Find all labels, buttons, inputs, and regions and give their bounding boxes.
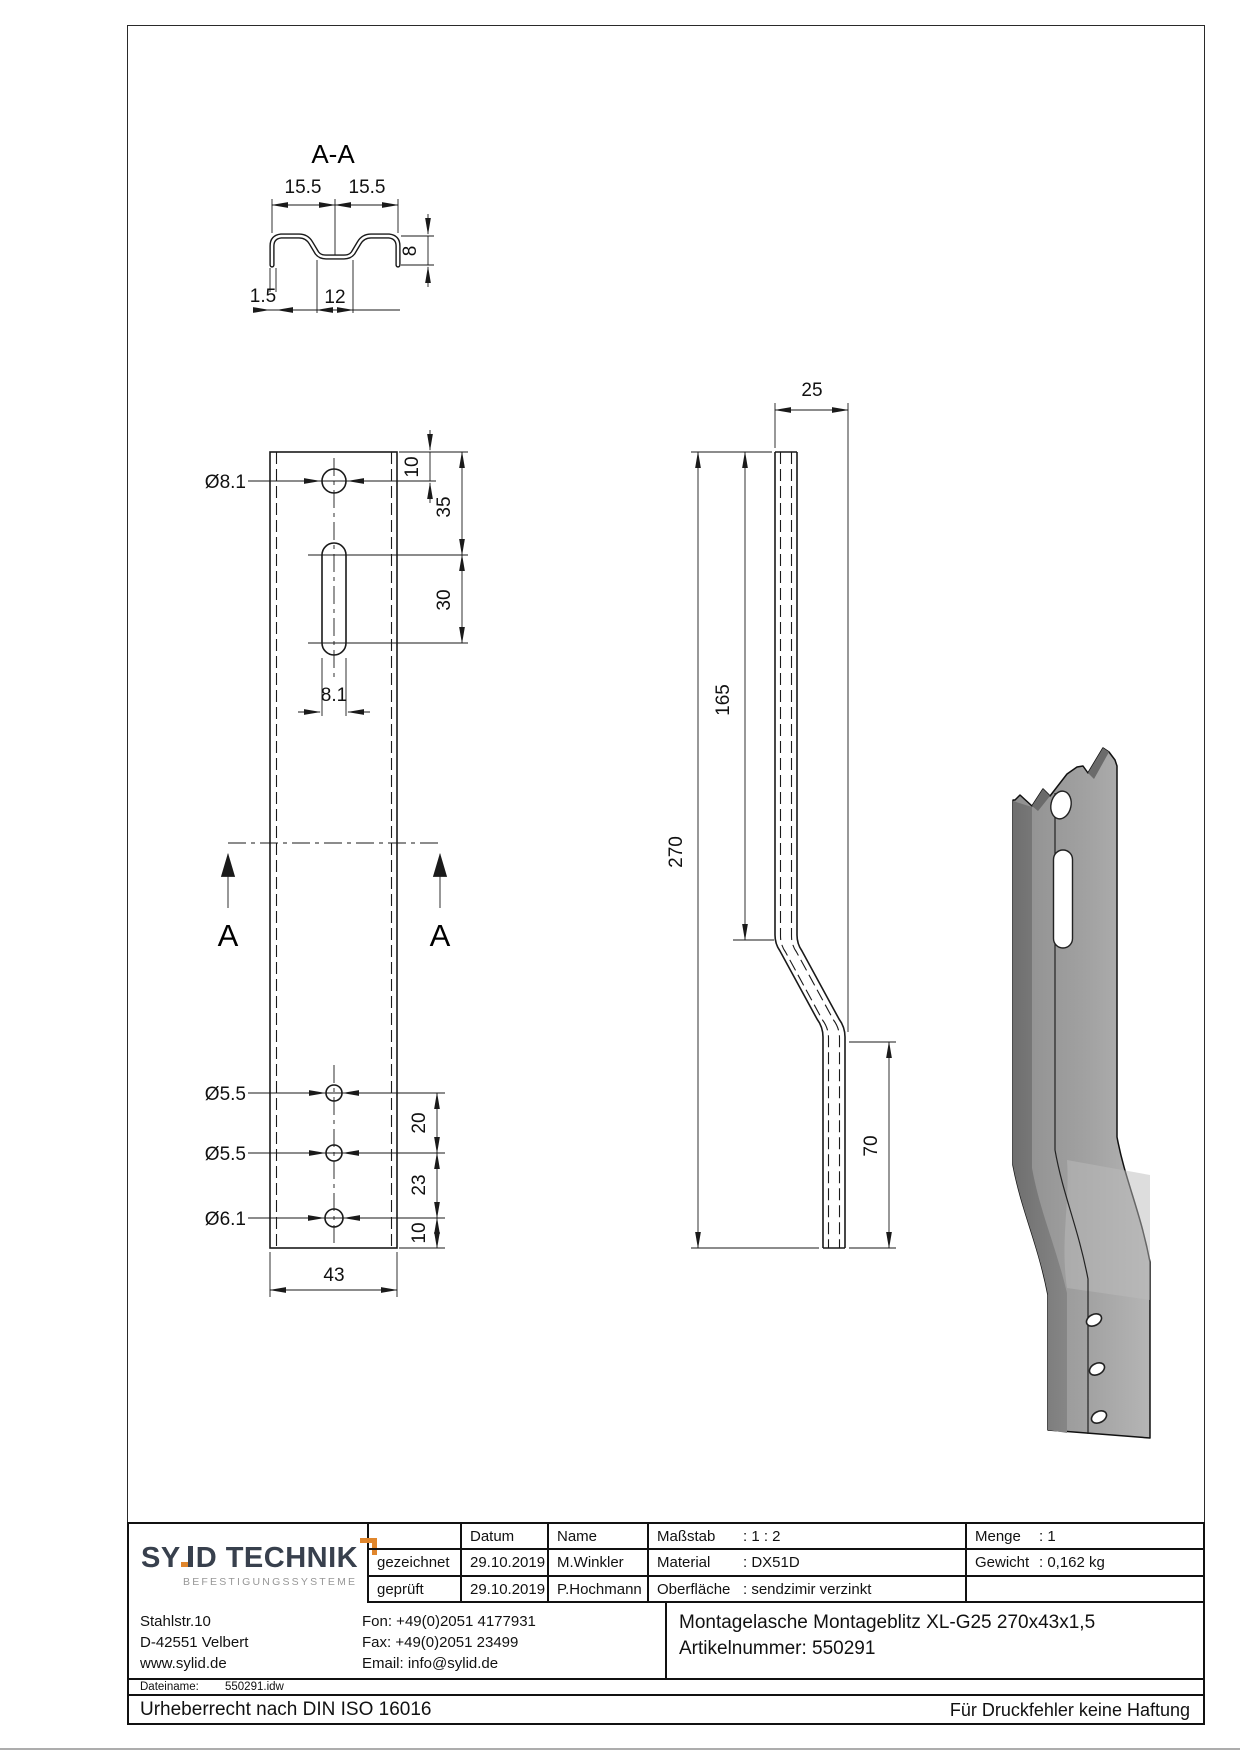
dim-slot-width: 8.1 bbox=[320, 685, 348, 706]
tb-address-row bbox=[129, 1603, 1203, 1680]
filename-label: Dateiname: bbox=[140, 1681, 199, 1693]
section-view bbox=[250, 139, 434, 313]
side-outline bbox=[775, 452, 823, 1248]
iso-jog-highlight bbox=[1064, 1160, 1150, 1300]
tb-filename-row bbox=[129, 1680, 1203, 1696]
label-hole-2: Ø5.5 bbox=[204, 1144, 246, 1165]
tb-checked-label: geprüft bbox=[377, 1580, 424, 1598]
iso-view bbox=[1013, 748, 1150, 1438]
tb-checked-name: P.Hochmann bbox=[547, 1577, 647, 1601]
address-street: Stahlstr.10 bbox=[140, 1613, 211, 1630]
section-marker-right: A bbox=[429, 918, 451, 953]
logo-li-mark bbox=[181, 1544, 196, 1567]
tb-gewicht-cell: Gewicht : 0,162 kg bbox=[965, 1550, 1203, 1575]
page-edge-line bbox=[0, 1748, 1240, 1750]
disclaimer-note: Für Druckfehler keine Haftung bbox=[949, 1700, 1190, 1720]
tb-footer-row bbox=[129, 1696, 1203, 1727]
side-view bbox=[666, 380, 896, 1248]
iso-slot bbox=[1054, 850, 1073, 948]
front-view bbox=[205, 430, 468, 1297]
tb-drawn-row bbox=[369, 1550, 1203, 1577]
dim-right-flange: 15.5 bbox=[348, 177, 386, 198]
label-hole-top: Ø8.1 bbox=[204, 472, 246, 493]
address-fon: Fon: +49(0)2051 4177931 bbox=[362, 1613, 536, 1630]
dim-profile-height: 8 bbox=[400, 245, 421, 257]
section-marker-left: A bbox=[217, 918, 239, 953]
dim-slot-start: 35 bbox=[434, 496, 455, 518]
tb-header-empty bbox=[369, 1524, 460, 1548]
part-name: Montagelasche Montageblitz XL-G25 270x43x1,5 bbox=[679, 1612, 1096, 1633]
dim-total-length: 270 bbox=[666, 836, 687, 868]
dim-slot-length: 30 bbox=[434, 589, 455, 611]
logo-text bbox=[141, 1542, 377, 1575]
title-block bbox=[127, 1522, 1205, 1725]
tb-drawn-date: 29.10.2019 bbox=[460, 1550, 547, 1575]
tb-header-name: Name bbox=[547, 1524, 647, 1548]
dim-left-flange: 15.5 bbox=[284, 177, 322, 198]
tb-menge-cell: Menge : 1 bbox=[965, 1524, 1203, 1548]
part-description bbox=[667, 1603, 1203, 1678]
address-web: www.sylid.de bbox=[140, 1655, 227, 1672]
company-address bbox=[129, 1603, 667, 1678]
tb-material-cell: Material : DX51D bbox=[647, 1550, 965, 1575]
dim-h3-edge: 10 bbox=[409, 1222, 430, 1244]
dim-upper-length: 165 bbox=[713, 684, 734, 716]
label-hole-1: Ø5.5 bbox=[204, 1084, 246, 1105]
tb-massstab-cell: Maßstab : 1 : 2 bbox=[647, 1524, 965, 1548]
dim-h2-h3: 23 bbox=[409, 1174, 430, 1196]
filename-value: 550291.idw bbox=[225, 1681, 284, 1693]
plate-outline bbox=[270, 452, 397, 1248]
logo-subtitle: BEFESTIGUNGSSYSTEME bbox=[183, 1576, 358, 1588]
tb-empty-cell bbox=[965, 1577, 1203, 1601]
iso-body bbox=[1013, 748, 1150, 1438]
tb-drawn-label: gezeichnet bbox=[377, 1554, 450, 1571]
dim-channel-width: 12 bbox=[324, 287, 346, 308]
dim-thickness: 1.5 bbox=[249, 286, 277, 307]
tb-header-row bbox=[369, 1524, 1203, 1550]
tb-checked-row bbox=[369, 1577, 1203, 1603]
label-hole-3: Ø6.1 bbox=[204, 1209, 246, 1230]
tb-oberflaeche-cell: Oberfläche : sendzimir verzinkt bbox=[647, 1577, 965, 1601]
address-fax: Fax: +49(0)2051 23499 bbox=[362, 1634, 519, 1651]
section-title: A-A bbox=[311, 139, 355, 169]
logo-suffix: D TECHNIK bbox=[195, 1542, 359, 1574]
part-article-number: Artikelnummer: 550291 bbox=[679, 1638, 876, 1659]
address-email: Email: info@sylid.de bbox=[362, 1655, 499, 1672]
logo-prefix: SY bbox=[141, 1542, 181, 1574]
tb-header-datum: Datum bbox=[460, 1524, 547, 1548]
copyright-note: Urheberrecht nach DIN ISO 16016 bbox=[140, 1699, 432, 1720]
dim-top-edge: 10 bbox=[402, 456, 423, 478]
company-logo bbox=[129, 1524, 369, 1603]
dim-h1-h2: 20 bbox=[409, 1112, 430, 1134]
tb-checked-date: 29.10.2019 bbox=[460, 1577, 547, 1601]
dim-width: 43 bbox=[323, 1265, 345, 1286]
dim-lower-length: 70 bbox=[861, 1135, 882, 1157]
dim-depth: 25 bbox=[801, 380, 823, 401]
tb-drawn-name: M.Winkler bbox=[547, 1550, 647, 1575]
address-city: D-42551 Velbert bbox=[140, 1634, 249, 1651]
